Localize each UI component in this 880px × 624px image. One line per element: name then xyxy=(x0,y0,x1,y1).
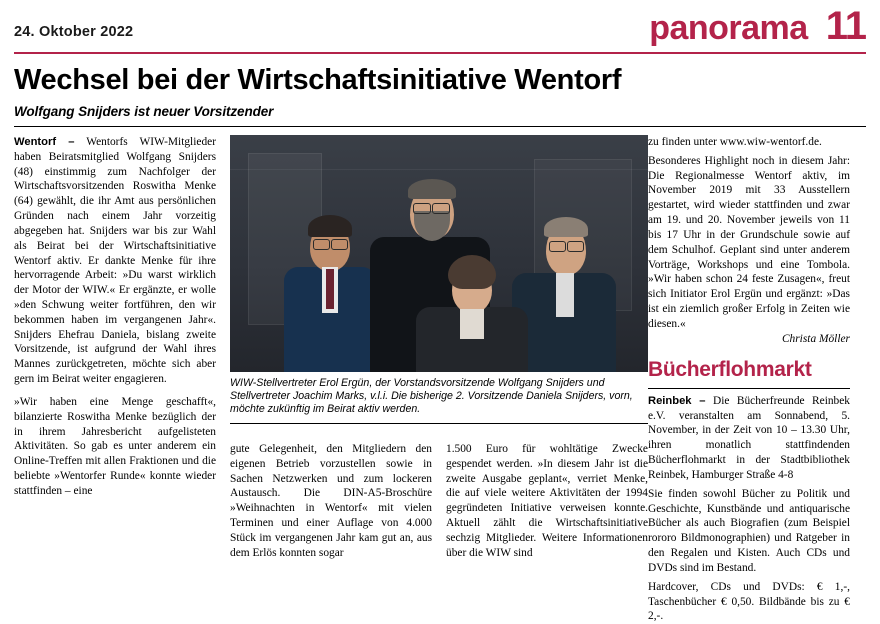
paragraph: Hardcover, CDs und DVDs: € 1,-, Taschenbücher € 0,50. Bildbände bis zu € 2,-. xyxy=(648,580,850,623)
article-headline: Wechsel bei der Wirtschaftsinitiative Wentorf xyxy=(14,64,622,96)
person-left-glasses-right xyxy=(331,239,348,250)
person-left-glasses-left xyxy=(313,239,330,250)
person-left-hair xyxy=(308,215,352,237)
photo-caption: WIW-Stellvertreter Erol Ergün, der Vorstandsvorsitzende Wolfgang Snijders und Stellvertreter Joachim Marks, v.l.i. Die bisherige 2. Vorsitzende Daniela Snijders, vorn, möchte zukünftig im Beirat aktiv werden. xyxy=(230,377,648,424)
person-center-glasses-left xyxy=(413,203,431,214)
sidebar-rule xyxy=(648,388,850,389)
masthead-right xyxy=(649,6,866,48)
column-3 xyxy=(446,431,648,572)
person-front-hair xyxy=(448,255,496,289)
article-photo xyxy=(230,135,648,372)
photo-block xyxy=(230,135,648,559)
person-right-glasses-left xyxy=(549,241,566,252)
paragraph-text: Wentorfs WIW-Mitglieder haben Beiratsmitglied Wolfgang Snijders (48) einstimmig zum Nachfolger der Wirtschaftsvorsitzenden Roswitha Menke (64) gewählt, die ihr Amt aus persönlichen Gründen nach einem Jahr vorzeitig abgegeben hat. Snijders war bis zur Wahl als Beirat bei der Wirtschaftsinitiative Wentorf aktiv. Er dankte Menke für ihre hervorragende Arbeit: »Du warst wirklich der Motor der WIW.« Er ergänzte, er wolle »den Schwung weiter fortführen, den wir bekommen haben im vergangenen Jahr«. Snijders Ehefrau Daniela, bislang zweite Vorsitzende, ist aufgrund der Wahl ihres Mannes zurückgetreten, möchte sich aber gern im Beirat weiter engagieren. xyxy=(14,135,216,386)
masthead-rule xyxy=(14,52,866,54)
paragraph-text: Die Bücherfreunde Reinbek e.V. veranstalten am Sonnabend, 5. November, in der Zeit von 10 – 13.30 Uhr, ihren monatlich stattfindenden Bücherflohmarkt in der Stadtbibliothek Reinbek, Hamburger Straße 4-8 xyxy=(648,394,850,481)
issue-date: 24. Oktober 2022 xyxy=(14,24,134,40)
article-subhead: Wolfgang Snijders ist neuer Vorsitzender xyxy=(14,103,274,119)
dateline: Wentorf – xyxy=(14,135,75,148)
column-1 xyxy=(14,135,216,555)
person-center-glasses-right xyxy=(432,203,450,214)
person-left-tie xyxy=(326,269,334,309)
person-center-hair xyxy=(408,179,456,199)
column-2 xyxy=(230,431,432,572)
section-title: panorama xyxy=(649,9,808,47)
paragraph: »Wir haben eine Menge geschafft«, bilanzierte Roswitha Menke bezüglich der in ihrem Jahresbericht aufgelisteten Aktivitäten. So gab es unter anderem ein Online-Treffen mit allen Fraktionen und die beliebte »Wentorfer Runde« konnte wieder stattfinden – eine xyxy=(14,395,216,497)
person-right-hair xyxy=(544,217,588,237)
person-front xyxy=(416,251,528,372)
person-right-glasses-right xyxy=(567,241,584,252)
paragraph: zu finden unter www.wiw-wentorf.de. xyxy=(648,135,822,148)
sidebar-title: Bücherflohmarkt xyxy=(648,358,812,382)
person-right-shirt xyxy=(556,273,574,317)
column-4 xyxy=(648,135,850,623)
article-author: Christa Möller xyxy=(781,332,850,345)
below-photo-columns xyxy=(230,431,648,572)
page-number: 11 xyxy=(825,4,866,48)
masthead xyxy=(14,0,866,48)
person-front-shirt xyxy=(460,309,484,339)
paragraph: Besonderes Highlight noch in diesem Jahr: Die Regionalmesse Wentorf aktiv, im November 2019 mit 33 Ausstellern gestartet, wird wieder stattfinden und zwar am 19. und 20. November jeweils von 11 bis 17 Uhr in der Grundschule sowie auf dem Schulhof. Geplant sind unter anderem Vorträge, Workshops und eine Tombola. »Wir haben schon 24 feste Zusagen«, freut sich Initiator Erol Ergün und ergänzt: »Das ist ein ziemlich großer Erfolg in Zeiten wie diesen.« xyxy=(648,154,850,330)
headline-rule xyxy=(14,126,866,127)
paragraph xyxy=(648,394,850,483)
sidebar-dateline: Reinbek – xyxy=(648,394,706,407)
paragraph: 1.500 Euro für wohltätige Zwecke gespendet werden. »In diesem Jahr ist die zweite Ausgabe geplant«, verriet Menke, die auf viele weitere Aktivitäten der 1994 gegründeten Initiative verweisen konnte. Aktuell zählt die Wirtschaftsinitiative sechzig Mitglieder. Weitere Informationen über die WIW sind xyxy=(446,442,648,559)
person-left xyxy=(282,205,378,372)
paragraph: gute Gelegenheit, den Mitgliedern den eigenen Betrieb vorzustellen sowie in Sachen Netzwerken und zum lockeren Austausch. Die DIN-A5-Broschüre »Weihnachten in Wentorf« mit vielen Terminen und einer Auflage von 4.000 Stück im vergangenen Jahr kam gut an, aus dem Erlös konnten sogar xyxy=(230,442,432,559)
article-columns xyxy=(14,135,866,623)
paragraph xyxy=(14,135,216,387)
paragraph: Sie finden sowohl Bücher zu Politik und Geschichte, Kunstbände und antiquarische Bücher als auch Biografien (zum Beispiel rororo Bildmonographien) und Ratgeber in den Regalen und Kisten. Auch CDs und DVDs sind im Bestand. xyxy=(648,487,850,574)
